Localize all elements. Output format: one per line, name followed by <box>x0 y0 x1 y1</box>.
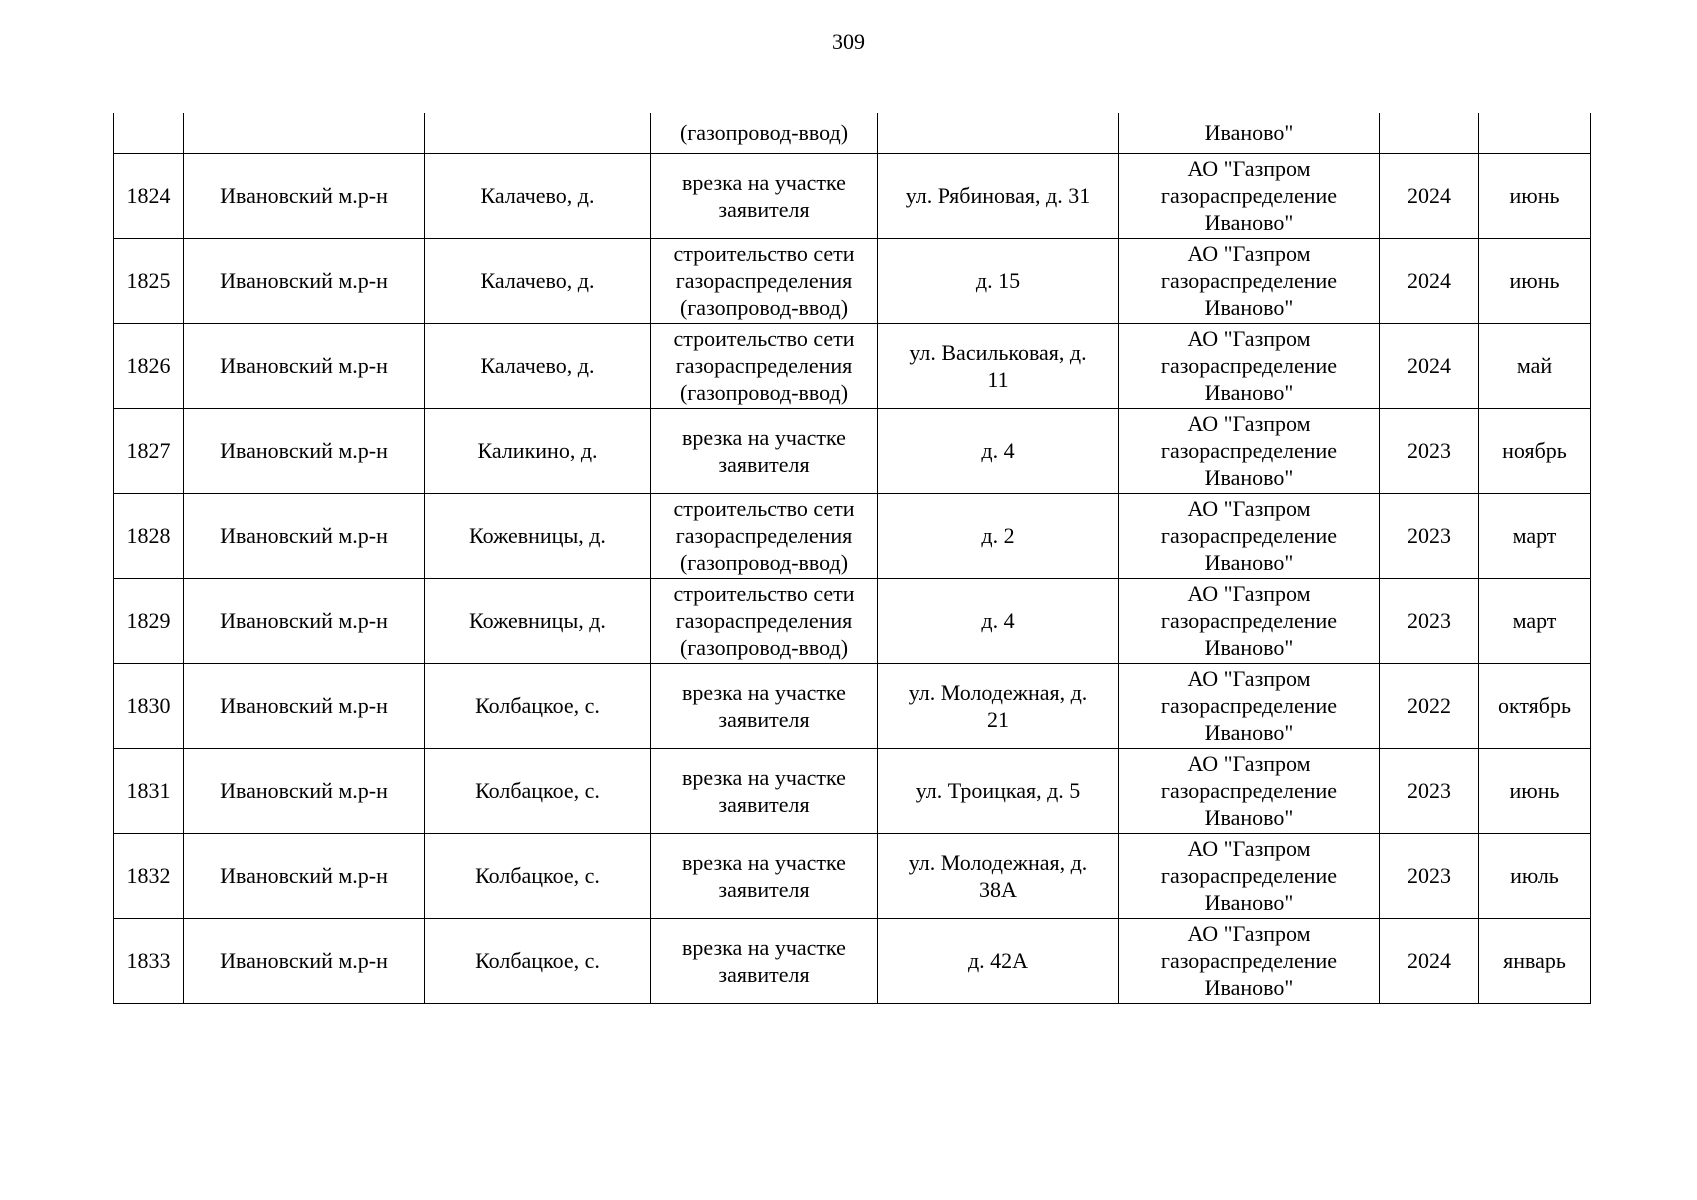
cell-organization: АО "Газпром газораспределение Иваново" <box>1119 408 1380 493</box>
cell-address: д. 2 <box>878 493 1119 578</box>
cell-district: Ивановский м.р-н <box>184 748 425 833</box>
table-row <box>114 238 1591 323</box>
cell-address: ул. Рябиновая, д. 31 <box>878 153 1119 238</box>
table-row <box>114 833 1591 918</box>
cell-work-type: строительство сети газораспределения (газопровод-ввод) <box>651 493 878 578</box>
cell-month: июнь <box>1479 153 1591 238</box>
cell-organization: АО "Газпром газораспределение Иваново" <box>1119 153 1380 238</box>
cell-year <box>1380 113 1479 153</box>
cell-district: Ивановский м.р-н <box>184 833 425 918</box>
cell-district: Ивановский м.р-н <box>184 153 425 238</box>
cell-year: 2023 <box>1380 408 1479 493</box>
table-row-continuation <box>114 113 1591 153</box>
cell-year: 2024 <box>1380 323 1479 408</box>
cell-locality: Колбацкое, с. <box>425 748 651 833</box>
cell-organization: АО "Газпром газораспределение Иваново" <box>1119 578 1380 663</box>
table-row <box>114 663 1591 748</box>
cell-address: д. 4 <box>878 578 1119 663</box>
gasification-table <box>113 113 1591 1004</box>
cell-address: д. 4 <box>878 408 1119 493</box>
cell-work-type: врезка на участке заявителя <box>651 918 878 1003</box>
cell-month: июль <box>1479 833 1591 918</box>
cell-address <box>878 113 1119 153</box>
cell-locality: Кожевницы, д. <box>425 578 651 663</box>
cell-month: ноябрь <box>1479 408 1591 493</box>
cell-month <box>1479 113 1591 153</box>
cell-number: 1829 <box>114 578 184 663</box>
table-row <box>114 918 1591 1003</box>
cell-work-type: врезка на участке заявителя <box>651 748 878 833</box>
cell-number: 1828 <box>114 493 184 578</box>
cell-district: Ивановский м.р-н <box>184 493 425 578</box>
cell-month: январь <box>1479 918 1591 1003</box>
cell-locality <box>425 113 651 153</box>
cell-year: 2023 <box>1380 493 1479 578</box>
cell-month: март <box>1479 578 1591 663</box>
cell-month: октябрь <box>1479 663 1591 748</box>
table-row <box>114 578 1591 663</box>
cell-year: 2022 <box>1380 663 1479 748</box>
table-row <box>114 493 1591 578</box>
cell-organization: АО "Газпром газораспределение Иваново" <box>1119 833 1380 918</box>
cell-district: Ивановский м.р-н <box>184 663 425 748</box>
cell-number: 1824 <box>114 153 184 238</box>
cell-district <box>184 113 425 153</box>
cell-district: Ивановский м.р-н <box>184 578 425 663</box>
table-row <box>114 153 1591 238</box>
cell-work-type: строительство сети газораспределения (газопровод-ввод) <box>651 578 878 663</box>
cell-year: 2024 <box>1380 153 1479 238</box>
cell-organization: АО "Газпром газораспределение Иваново" <box>1119 323 1380 408</box>
cell-year: 2023 <box>1380 748 1479 833</box>
cell-number <box>114 113 184 153</box>
cell-district: Ивановский м.р-н <box>184 323 425 408</box>
cell-month: июнь <box>1479 748 1591 833</box>
cell-work-type: строительство сети газораспределения (газопровод-ввод) <box>651 323 878 408</box>
cell-number: 1831 <box>114 748 184 833</box>
cell-district: Ивановский м.р-н <box>184 408 425 493</box>
cell-locality: Колбацкое, с. <box>425 918 651 1003</box>
cell-address: ул. Молодежная, д. 21 <box>878 663 1119 748</box>
cell-month: март <box>1479 493 1591 578</box>
cell-work-type: строительство сети газораспределения (газопровод-ввод) <box>651 238 878 323</box>
cell-organization: АО "Газпром газораспределение Иваново" <box>1119 238 1380 323</box>
cell-organization: АО "Газпром газораспределение Иваново" <box>1119 918 1380 1003</box>
cell-work-type: врезка на участке заявителя <box>651 663 878 748</box>
cell-organization: АО "Газпром газораспределение Иваново" <box>1119 663 1380 748</box>
cell-district: Ивановский м.р-н <box>184 918 425 1003</box>
cell-organization: АО "Газпром газораспределение Иваново" <box>1119 493 1380 578</box>
cell-year: 2024 <box>1380 238 1479 323</box>
cell-year: 2024 <box>1380 918 1479 1003</box>
cell-locality: Колбацкое, с. <box>425 663 651 748</box>
cell-address: д. 42А <box>878 918 1119 1003</box>
cell-district: Ивановский м.р-н <box>184 238 425 323</box>
cell-number: 1827 <box>114 408 184 493</box>
cell-address: д. 15 <box>878 238 1119 323</box>
cell-year: 2023 <box>1380 578 1479 663</box>
table-row <box>114 748 1591 833</box>
cell-number: 1830 <box>114 663 184 748</box>
table-row <box>114 408 1591 493</box>
table-container <box>113 113 1591 1004</box>
cell-organization: АО "Газпром газораспределение Иваново" <box>1119 748 1380 833</box>
cell-locality: Калачево, д. <box>425 238 651 323</box>
cell-number: 1832 <box>114 833 184 918</box>
cell-address: ул. Васильковая, д. 11 <box>878 323 1119 408</box>
cell-locality: Кожевницы, д. <box>425 493 651 578</box>
cell-locality: Калачево, д. <box>425 323 651 408</box>
cell-year: 2023 <box>1380 833 1479 918</box>
page-number: 309 <box>832 29 865 54</box>
cell-number: 1826 <box>114 323 184 408</box>
table-row <box>114 323 1591 408</box>
cell-work-type: врезка на участке заявителя <box>651 833 878 918</box>
cell-work-type: (газопровод-ввод) <box>651 113 878 153</box>
cell-month: май <box>1479 323 1591 408</box>
cell-address: ул. Молодежная, д. 38А <box>878 833 1119 918</box>
cell-locality: Калачево, д. <box>425 153 651 238</box>
cell-work-type: врезка на участке заявителя <box>651 153 878 238</box>
cell-number: 1825 <box>114 238 184 323</box>
cell-organization: Иваново" <box>1119 113 1380 153</box>
cell-locality: Колбацкое, с. <box>425 833 651 918</box>
cell-locality: Каликино, д. <box>425 408 651 493</box>
cell-address: ул. Троицкая, д. 5 <box>878 748 1119 833</box>
cell-work-type: врезка на участке заявителя <box>651 408 878 493</box>
cell-month: июнь <box>1479 238 1591 323</box>
cell-number: 1833 <box>114 918 184 1003</box>
